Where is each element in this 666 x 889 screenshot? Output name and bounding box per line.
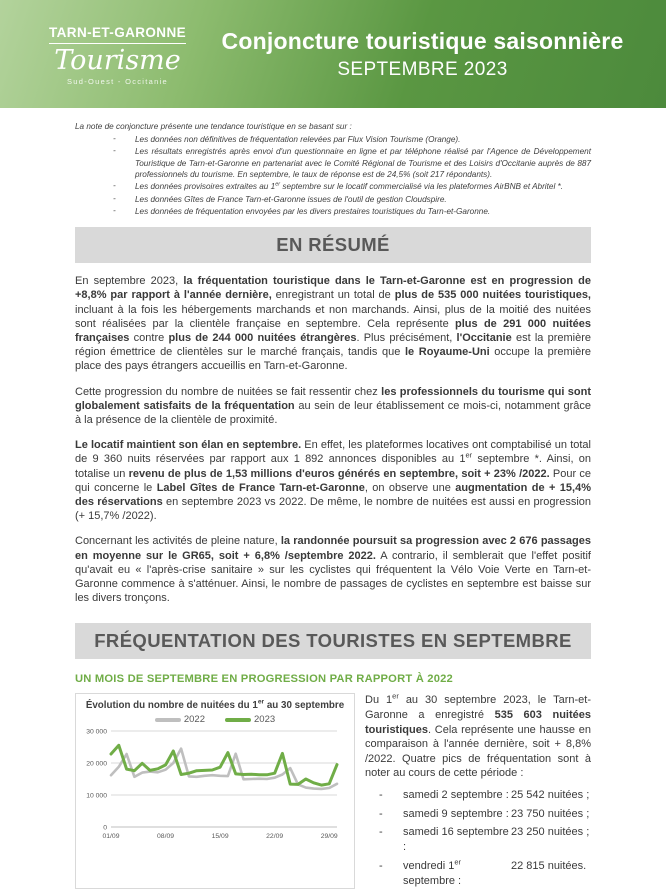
methodology-bullet bbox=[113, 206, 591, 217]
x-tick-label: 01/09 bbox=[102, 833, 120, 841]
text-segment: contre bbox=[129, 332, 169, 344]
methodology-bullet bbox=[113, 194, 591, 205]
legend-label: 2023 bbox=[254, 714, 276, 726]
methodology-lead: La note de conjoncture présente une tendance touristique en se basant sur : bbox=[75, 122, 352, 131]
methodology-note bbox=[75, 122, 591, 217]
logo-region-label: Sud-Ouest - Occitanie bbox=[66, 77, 169, 86]
nuitees-line-chart bbox=[75, 693, 355, 888]
text-segment: vendredi 1 bbox=[403, 859, 455, 872]
peak-label bbox=[403, 807, 511, 822]
bullet-dash: - bbox=[379, 807, 383, 820]
peak-label bbox=[403, 856, 511, 889]
text-segment: occupe la première place des pays étrangers accueillis en Tarn-et-Garonne. bbox=[75, 346, 591, 373]
text-segment: les professionnels du tourisme qui sont globalement satisfaits de la fréquentation bbox=[75, 385, 591, 412]
text-segment: plus de 291 000 nuitées françaises bbox=[75, 317, 591, 344]
chart-title bbox=[79, 700, 351, 711]
chart-plot-area bbox=[79, 725, 345, 855]
bullet-dash: - bbox=[379, 859, 383, 872]
peak-value: 22 815 nuitées. bbox=[511, 859, 587, 872]
subsection-heading: UN MOIS DE SEPTEMBRE EN PROGRESSION PAR RAPPORT À 2022 bbox=[75, 673, 453, 686]
chart-and-text-row bbox=[75, 693, 591, 888]
bullet-text bbox=[135, 206, 591, 217]
text-segment: septembre sur le locatif commercialisé via les plateformes AirBNB et Abritel *. bbox=[280, 182, 564, 192]
peak-value: 23 250 nuitées ; bbox=[511, 826, 590, 839]
text-segment: 535 603 nuitées touristiques bbox=[365, 709, 591, 736]
x-tick-label: 15/09 bbox=[211, 833, 229, 841]
bullet-dash: - bbox=[113, 193, 116, 203]
bullet-text bbox=[135, 134, 591, 145]
text-segment: er bbox=[392, 691, 399, 701]
logo-department-name: TARN-ET-GARONNE bbox=[49, 25, 186, 44]
bullet-dash: - bbox=[379, 789, 383, 802]
peak-item bbox=[379, 807, 591, 822]
text-segment: le Royaume-Uni bbox=[404, 346, 490, 359]
x-tick-label: 08/09 bbox=[157, 833, 175, 841]
x-tick-label: 22/09 bbox=[266, 833, 284, 841]
text-segment: er bbox=[257, 699, 265, 707]
section-banner-resume: EN RÉSUMÉ bbox=[75, 227, 591, 263]
peaks-list bbox=[365, 788, 591, 889]
page-title: Conjoncture touristique saisonnière bbox=[221, 27, 624, 54]
logo-script-word: Tourisme bbox=[54, 45, 181, 76]
text-segment: Label Gîtes de France Tarn-et-Garonne bbox=[156, 481, 365, 494]
series-line-2023 bbox=[111, 746, 337, 786]
text-segment: samedi 2 septembre : bbox=[403, 789, 509, 802]
peak-value: 23 750 nuitées ; bbox=[511, 807, 590, 820]
text-segment: , on observe une bbox=[364, 481, 456, 494]
text-segment: Du 1 bbox=[365, 694, 393, 707]
text-segment: est la première région émettrice de clientèles sur le marché français, tandis que bbox=[75, 332, 592, 359]
y-tick-label: 10 000 bbox=[86, 792, 107, 800]
bullet-text bbox=[135, 181, 591, 192]
text-segment: plus de 244 000 nuitées étrangères bbox=[168, 332, 357, 344]
legend-label: 2022 bbox=[183, 714, 205, 726]
summary-section bbox=[75, 274, 591, 605]
y-tick-label: 20 000 bbox=[86, 760, 107, 768]
text-segment: l'Occitanie bbox=[456, 332, 512, 344]
methodology-bullet-list bbox=[75, 134, 591, 217]
summary-paragraph bbox=[75, 438, 591, 523]
page-subtitle: SEPTEMBRE 2023 bbox=[337, 58, 508, 80]
text-segment: er bbox=[454, 856, 462, 866]
header-titles bbox=[205, 28, 666, 81]
text-segment: en septembre 2023 vs 2022. De même, le nombre de nuitées est aussi en progression (+ 15,7% /2022). bbox=[75, 496, 591, 523]
chart-legend bbox=[79, 714, 351, 725]
text-segment: la fréquentation touristique dans le Tarn-et-Garonne est en progression de +8,8% par rapport à l'année dernière, bbox=[75, 275, 591, 302]
x-tick-label: 29/09 bbox=[320, 833, 338, 841]
text-segment: . Cela représente une hausse en comparaison à l'année dernière, soit + 8,8% /2022. Quatre pics de fréquentation sont à noter au cours de cette période : bbox=[365, 723, 591, 780]
text-segment: septembre : bbox=[403, 874, 462, 887]
text-segment: Concernant les activités de pleine nature, bbox=[75, 535, 281, 548]
text-segment: Les données provisoires extraites au 1 bbox=[135, 182, 276, 192]
legend-item-2023 bbox=[225, 714, 275, 725]
text-segment: samedi 16 septembre : bbox=[403, 826, 509, 854]
bullet-text bbox=[135, 146, 591, 180]
peak-label bbox=[403, 825, 511, 855]
summary-paragraph bbox=[75, 385, 591, 428]
text-segment: enregistrant un total de bbox=[271, 289, 395, 302]
legend-item-2022 bbox=[155, 714, 205, 725]
bullet-dash: - bbox=[113, 205, 116, 215]
peak-item bbox=[379, 788, 591, 803]
y-tick-label: 0 bbox=[103, 824, 107, 832]
frequentation-paragraph bbox=[365, 693, 591, 781]
text-segment: Les données de fréquentation envoyées par les divers prestaires touristiques du Tarn-et-Garonne. bbox=[135, 206, 491, 216]
content-column bbox=[0, 122, 666, 889]
text-segment: septembre *. Ainsi, on totalise un bbox=[75, 453, 591, 480]
text-segment: . Plus précisément, bbox=[356, 332, 457, 344]
frequentation-text-column bbox=[365, 693, 591, 888]
y-tick-label: 30 000 bbox=[86, 728, 107, 736]
legend-swatch-icon bbox=[155, 718, 181, 722]
legend-swatch-icon bbox=[225, 718, 251, 722]
text-segment: En septembre 2023, bbox=[75, 275, 184, 288]
text-segment: A contrario, il semblerait que l'effet positif qu'avait eu « l'après-crise sanitaire » sur les cyclistes qui fréquentent la Vélo Voie Verte en Tarn-et-Garonne commence à s'atténuer. Ainsi, le nombre de passages de cyclistes en septembre est baisse sur les divers tronçons. bbox=[75, 549, 591, 605]
text-segment: er bbox=[465, 450, 473, 460]
text-segment: Les résultats enregistrés après envoi d'un questionnaire en ligne et par téléphone réalisé par l'Agence de Développement Touristique de Tarn-et-Garonne en partenariat avec le Comité Régional de Tourisme et des Loisirs d'Occitanie auprès de 887 professionnels du tourisme. En septembre, le taux de réponse est de 24,5% (soit 217 répondants). bbox=[135, 147, 591, 179]
bullet-dash: - bbox=[113, 134, 116, 143]
methodology-bullet bbox=[113, 146, 591, 180]
methodology-bullet bbox=[113, 181, 591, 192]
text-segment: augmentation de + 15,4% des réservations bbox=[75, 481, 591, 509]
text-segment: plus de 535 000 nuitées touristiques, bbox=[394, 289, 591, 302]
text-segment: au sein de leur établissement ce mois-ci, notamment grâce à la présence de la clientèle de proximité. bbox=[75, 399, 591, 427]
peak-item bbox=[379, 825, 591, 855]
summary-paragraph bbox=[75, 274, 591, 373]
text-segment: er bbox=[275, 181, 281, 188]
peak-value: 25 542 nuitées ; bbox=[511, 789, 590, 802]
text-segment: Les données Gîtes de France Tarn-et-Garonne issues de l'outil de gestion Cloudspire. bbox=[135, 194, 447, 204]
text-segment: Le locatif maintient son élan en septembre. bbox=[75, 439, 302, 452]
text-segment: au 30 septembre 2023, le Tarn-et-Garonne a enregistré bbox=[365, 694, 591, 722]
bullet-text bbox=[135, 194, 591, 205]
series-line-2022 bbox=[111, 749, 337, 789]
text-segment: samedi 9 septembre : bbox=[403, 807, 509, 820]
text-segment: Pour ce qui concerne le bbox=[75, 467, 591, 494]
methodology-bullet bbox=[113, 134, 591, 145]
peak-item bbox=[379, 856, 591, 889]
logo bbox=[0, 24, 205, 86]
text-segment: Cette progression du nombre de nuitées se fait ressentir chez bbox=[75, 385, 382, 398]
bullet-dash: - bbox=[379, 826, 383, 839]
text-segment: au 30 septembre bbox=[264, 700, 345, 712]
bullet-dash: - bbox=[113, 146, 116, 156]
text-segment: incluant à la fois les hébergements marchands et non marchands. Ainsi, plus de la moitié des nuitées sont réalisées par la clientèle française en septembre. Cela représente bbox=[75, 303, 591, 330]
text-segment: la randonnée poursuit sa progression avec 2 676 passages en moyenne sur le GR65, soit + 6,8% /septembre 2022. bbox=[75, 535, 591, 562]
header-banner bbox=[0, 0, 666, 108]
text-segment: Évolution du nombre de nuitées du 1 bbox=[85, 700, 258, 712]
text-segment: En effet, les plateformes locatives ont comptabilisé un total de 9 360 nuits réservées par rapport aux 1 892 annonces disponibles au 1 bbox=[75, 439, 591, 466]
text-segment: revenu de plus de 1,53 millions d'euros générés en septembre, soit + 23% /2022. bbox=[128, 467, 550, 480]
summary-paragraph bbox=[75, 534, 591, 605]
peak-label bbox=[403, 788, 511, 803]
section-banner-frequentation: FRÉQUENTATION DES TOURISTES EN SEPTEMBRE bbox=[75, 623, 591, 659]
text-segment: Les données non définitives de fréquentation relevées par Flux Vision Tourisme (Orange). bbox=[135, 135, 461, 144]
bullet-dash: - bbox=[113, 181, 116, 191]
